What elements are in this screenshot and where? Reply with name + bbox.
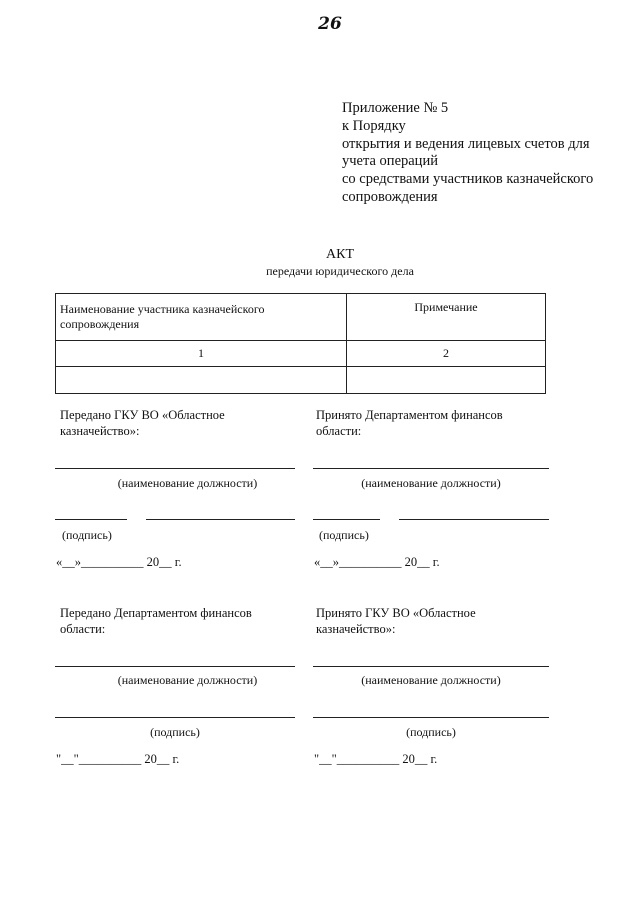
table-cell xyxy=(56,367,347,394)
header-participant: Наименование участника казначейского сопровождения xyxy=(56,294,347,341)
date-field: «__»__________ 20__ г. xyxy=(56,555,182,569)
signature-label: (подпись) xyxy=(406,725,456,739)
date-field: "__"__________ 20__ г. xyxy=(314,752,438,766)
position-line xyxy=(313,468,549,469)
table-row xyxy=(56,367,546,394)
position-line xyxy=(55,468,295,469)
table-header-row xyxy=(56,294,546,341)
position-label: (наименование должности) xyxy=(361,476,501,490)
signature-label: (подпись) xyxy=(150,725,200,739)
accept-heading-1: Принято Департаментом финансов xyxy=(316,408,503,422)
appendix-line: открытия и ведения лицевых счетов для xyxy=(342,135,590,152)
appendix-line: к Порядку xyxy=(342,117,406,134)
position-line xyxy=(313,666,549,667)
signature-line-long xyxy=(146,519,295,520)
signature-line xyxy=(55,717,295,718)
position-label: (наименование должности) xyxy=(117,673,258,687)
appendix-line: сопровождения xyxy=(342,188,438,205)
position-line xyxy=(55,666,295,667)
signature-label: (подпись) xyxy=(62,528,112,542)
header-note: Примечание xyxy=(347,294,546,341)
position-label: (наименование должности) xyxy=(361,673,501,687)
transfer-heading-2-cont: области: xyxy=(60,622,106,636)
appendix-header xyxy=(342,100,632,207)
table-cell xyxy=(347,367,546,394)
table-number-row xyxy=(56,341,546,367)
column-number-2: 2 xyxy=(347,341,546,367)
transfer-table xyxy=(55,293,546,394)
appendix-line: учета операций xyxy=(342,153,438,170)
accept-heading-1-cont: области: xyxy=(316,424,362,438)
date-field: "__"__________ 20__ г. xyxy=(56,752,180,766)
signature-line-long xyxy=(399,519,549,520)
page-number: 26 xyxy=(318,14,342,34)
transfer-heading-2: Передано Департаментом финансов xyxy=(60,606,252,620)
signature-line xyxy=(313,717,549,718)
transfer-heading-1-cont: казначейство»: xyxy=(60,424,140,438)
column-number-1: 1 xyxy=(56,341,347,367)
signature-line-short xyxy=(55,519,127,520)
appendix-line: Приложение № 5 xyxy=(342,100,449,116)
accept-heading-2-cont: казначейство»: xyxy=(316,622,396,636)
signature-line-short xyxy=(313,519,380,520)
act-title: АКТ xyxy=(326,247,354,262)
signature-label: (подпись) xyxy=(319,528,369,542)
transfer-heading-1: Передано ГКУ ВО «Областное xyxy=(60,408,225,422)
act-subtitle: передачи юридического дела xyxy=(266,264,414,278)
accept-heading-2: Принято ГКУ ВО «Областное xyxy=(316,606,476,620)
date-field: «__»__________ 20__ г. xyxy=(314,555,440,569)
position-label: (наименование должности) xyxy=(117,476,258,490)
appendix-line: со средствами участников казначейского xyxy=(342,171,594,188)
